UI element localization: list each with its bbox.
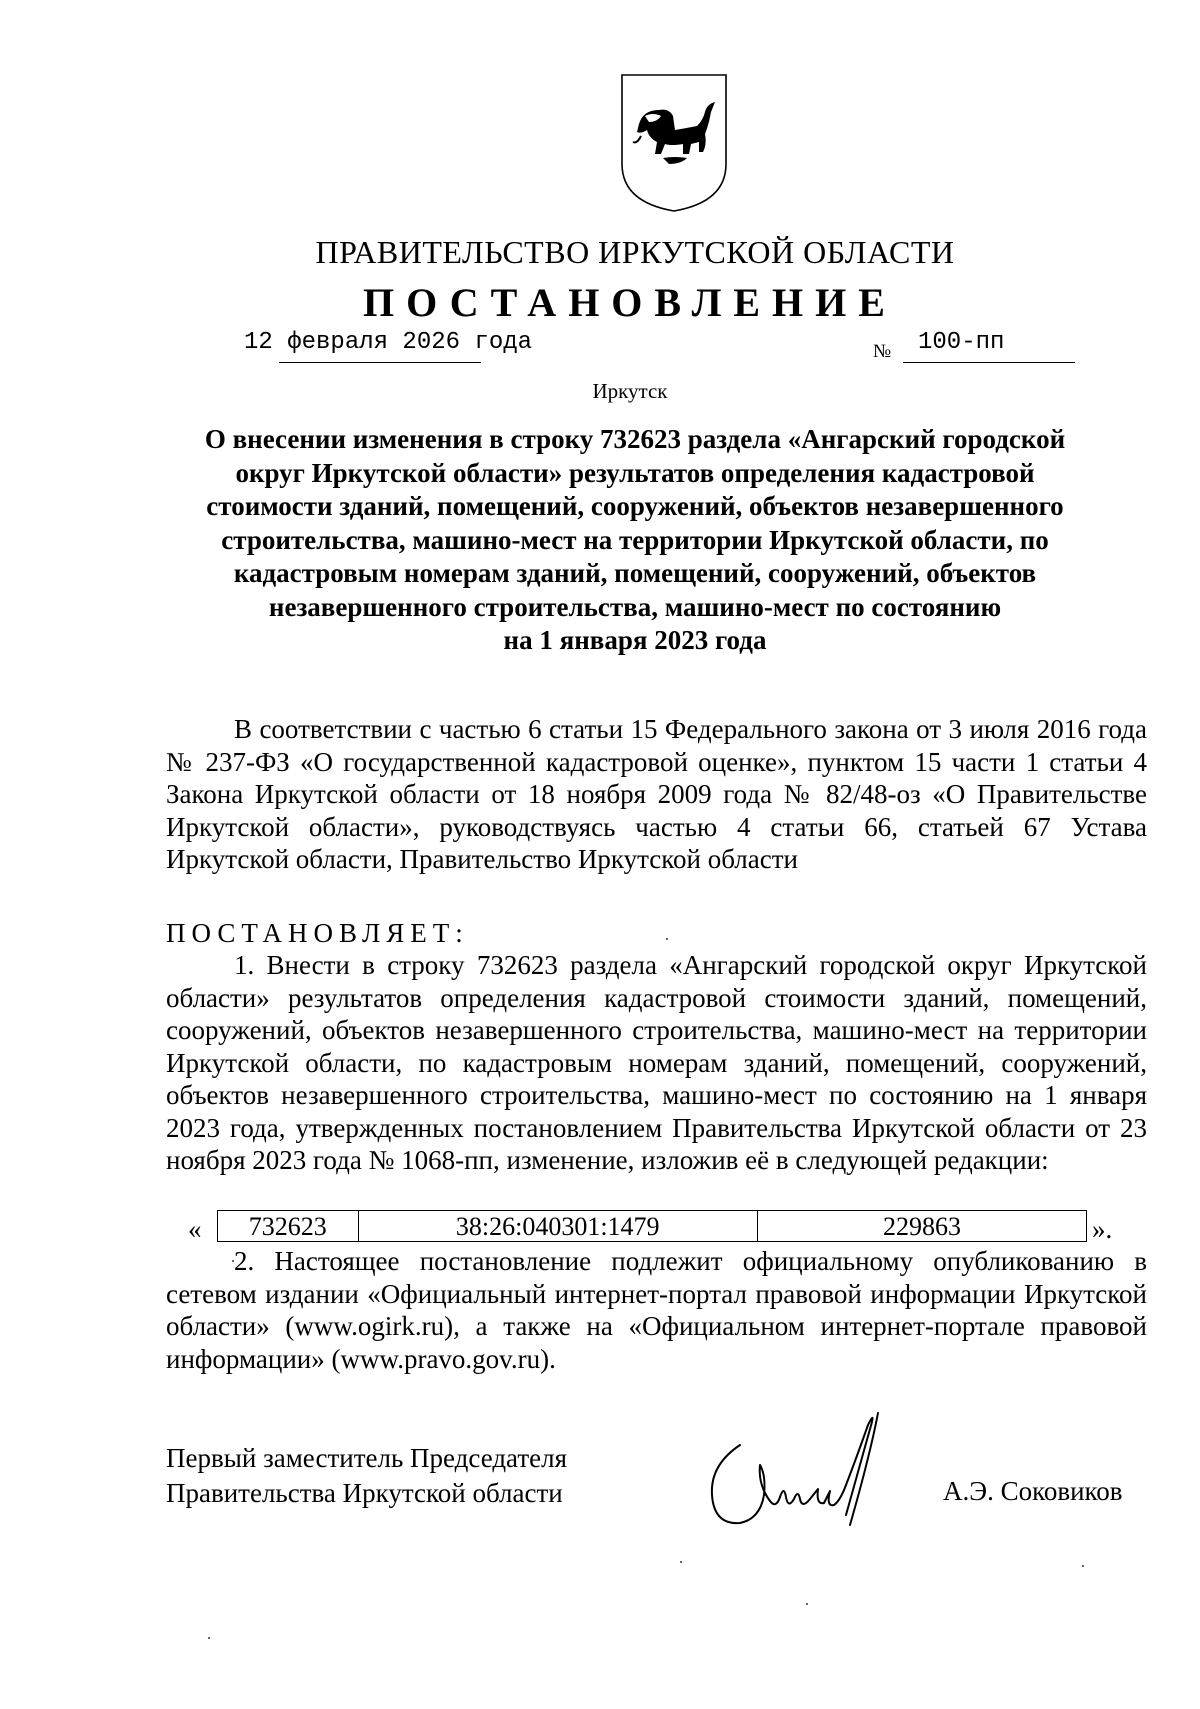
scan-speck [680, 1561, 682, 1563]
city: Иркутск [592, 379, 668, 403]
heading-line: стоимости зданий, помещений, сооружений, объектов незавершенного [206, 491, 1064, 521]
scan-speck [806, 1603, 808, 1605]
decree-word: ПОСТАНОВЛЯЕТ: [166, 918, 469, 948]
document-heading [195, 423, 1075, 658]
cadastral-value-cell: 229863 [757, 1211, 1086, 1242]
number-underline [903, 362, 1075, 363]
item-1-paragraph: 1. Внести в строку 732623 раздела «Ангарский городской округ Иркутской области» результатов определения кадастровой стоимости зданий, помещений, сооружений, объектов незавершенного строительства, машино-мест на территории Иркутской области, по кадастровым номерам зданий, помещений, сооружений, объектов незавершенного строительства, машино-мест по состоянию на 1 января 2023 года, утвержденных постановлением Правительства Иркутской области от 23 ноября 2023 года № 1068-пп, изменение, изложив её в следующей редакции: [166, 950, 1147, 1175]
heading-line: строительства, машино-мест на территории Иркутской области, по [221, 524, 1049, 555]
table-close-quote: ». [1092, 1214, 1113, 1244]
table-row [218, 1211, 1087, 1242]
date-underline [279, 362, 481, 363]
heading-line: кадастровым номерам зданий, помещений, сооружений, объектов [233, 558, 1037, 588]
row-number-cell: 732623 [218, 1211, 359, 1242]
heading-line: округ Иркутской области» результатов определения кадастровой [235, 457, 1035, 488]
number-label: № [873, 341, 892, 362]
handwritten-signature [700, 1405, 910, 1535]
signer-title [166, 1441, 567, 1511]
scan-speck [1082, 1565, 1084, 1567]
cadastral-table [217, 1210, 1087, 1242]
scan-speck [666, 938, 668, 940]
item-2-paragraph: 2. Настоящее постановление подлежит официальному опубликованию в сетевом издании «Официальный интернет-портал правовой информации Иркутской области» (www.ogirk.ru), а также на «Официальном интернет-портале правовой информации» (www.pravo.gov.ru). [166, 1246, 1147, 1374]
heading-line: О внесении изменения в строку 732623 раздела «Ангарский городской [204, 424, 1066, 454]
cadastral-number-cell: 38:26:040301:1479 [358, 1211, 757, 1242]
document-type: ПОСТАНОВЛЕНИЕ [363, 280, 897, 325]
table-open-quote: « [188, 1214, 202, 1244]
signer-title-line: Первый заместитель Председателя [166, 1443, 568, 1473]
document-number: 100-пп [918, 329, 1005, 356]
irkutsk-coat-of-arms-icon [619, 72, 729, 214]
document-date: 12 февраля 2026 года [244, 329, 533, 356]
government-title: ПРАВИТЕЛЬСТВО ИРКУТСКОЙ ОБЛАСТИ [315, 234, 955, 270]
scan-speck [232, 1260, 234, 1262]
signer-name: А.Э. Соковиков [943, 1476, 1123, 1506]
heading-line: на 1 января 2023 года [503, 625, 767, 655]
heading-line: незавершенного строительства, машино-мест по состоянию [268, 591, 1002, 622]
signer-title-line: Правительства Иркутской области [166, 1478, 563, 1508]
intro-paragraph: В соответствии с частью 6 статьи 15 Федерального закона от 3 июля 2016 года № 237-ФЗ «О государственной кадастровой оценке», пунктом 15 части 1 статьи 4 Закона Иркутской области от 18 ноября 2009 года № 82/48-оз «О Правительстве Иркутской области», руководствуясь частью 4 статьи 66, статьей 67 Устава Иркутской области, Правительство Иркутской области [166, 714, 1147, 874]
scan-speck [208, 1637, 210, 1639]
